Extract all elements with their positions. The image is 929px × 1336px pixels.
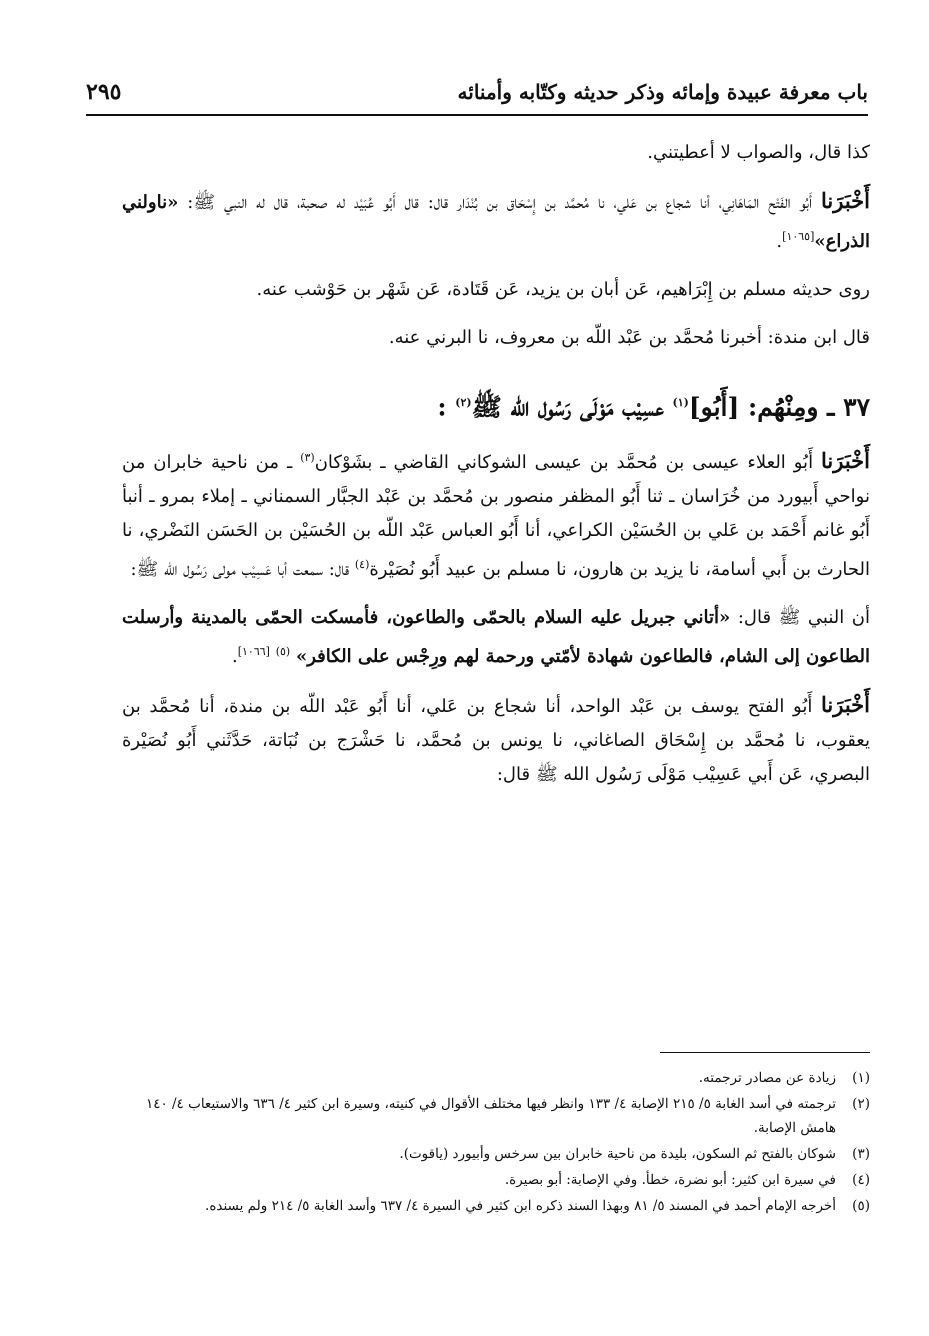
footnote-number: (٣) <box>852 1146 870 1162</box>
footnotes <box>122 1066 870 1220</box>
paragraph-7 <box>122 688 870 792</box>
paragraph-6-text: أن النبي ﷺ قال: <box>730 607 870 629</box>
footnote-number: (١) <box>852 1070 870 1086</box>
paragraph-5-text-b: ـ من ناحية خابران من نواحي أَبيورد من خُرَاسان ـ ثنا أَبُو المظفر منصور بن مُحمَّد بن عَبْد الجبَّار السمناني ـ إملاء بمرو ـ أنبأ أَبُو غانم أَحْمَد بن عَلي بن الحُسَيْن الكراعي، أنا أَبُو العباس عَبْد اللّه بن الحُسَيْن بن الحَسَن النَضْري، نا الحارث بن أَبي أسامة، نا يزيد بن هارون، نا مسلم بن عبيد أَبُو نُصَيْرة <box>122 452 870 581</box>
paragraph-4-text: قال ابن مندة: أخبرنا مُحمَّد بن عَبْد اللّه بن معروف، نا البرني عنه. <box>388 327 870 348</box>
paragraph-1 <box>122 136 870 170</box>
heading-colon: : <box>437 392 447 422</box>
hadith-ref-number: [١٠٦٦] <box>237 645 270 659</box>
paragraph-3 <box>122 273 870 307</box>
footnote-text: في سيرة ابن كثير: أبو نضرة، خطأ. وفي الإصابة: أبو بصيرة. <box>504 1172 836 1188</box>
footnote-text: زيادة عن مصادر ترجمته. <box>698 1070 836 1086</box>
footnote-text: شوكان بالفتح ثم السكون، بليدة من ناحية خابران بين سرخس وأبيورد (ياقوت). <box>399 1146 836 1162</box>
footnote <box>122 1092 870 1140</box>
paragraph-3-text: روى حديثه مسلم بن إِبْرَاهيم، عَن أبان بن يزيد، عَن قَتَادة، عَن شَهْر بن حَوْشب عنه. <box>256 279 870 300</box>
narration-keyword: أَخْبَرَنا <box>821 692 870 718</box>
footnote <box>122 1194 870 1218</box>
hadith-text: «أتاني جبريل عليه السلام بالحمّى والطاعون، فأمسكت الحمّى بالمدينة وأرسلت الطاعون إلى الشام، فالطاعون شهادة لأمّتي ورحمة لهم ورِجْس على الكافر» <box>122 607 870 668</box>
paragraph-6: أن النبي ﷺ قال: «أتاني جبريل عليه السلام بالحمّى والطاعون، فأمسكت الحمّى بالمدينة وأرسلت الطاعون إلى الشام، فالطاعون شهادة لأمّتي ورحمة لهم ورِجْس على الكافر» $^{(٥)}$ [١٠٦٦]. <box>122 607 870 668</box>
paragraph-2-text: أَبُو الفَتْح المَاهَانِي، أنا شجاع بن عَلي، نا مُحمَّد بن إِسْحَاق بن بُنْدَار قال: قال أَبُو عُبَيْد له صحبة، قال له النبي ﷺ: <box>178 192 822 213</box>
footnote <box>122 1142 870 1166</box>
footnote-rule <box>660 1052 870 1053</box>
paragraph-4 <box>122 321 870 355</box>
footnote-marker-1: (١) <box>672 396 689 409</box>
heading-number-label: ٣٧ ـ ومِنْهُم: [أَبُو] <box>688 392 870 422</box>
narration-keyword: أَخْبَرَنا <box>821 188 870 213</box>
page-number: ٢٩٥ <box>86 79 122 105</box>
footnote-marker-4: (٤) <box>354 558 370 572</box>
footnote-number: (٤) <box>852 1172 870 1188</box>
footnote <box>122 1066 870 1090</box>
header-rule <box>86 114 868 116</box>
chapter-title: باب معرفة عبيدة وإمائه وذكر حديثه وكتّابه وأمنائه <box>457 80 868 104</box>
paragraph-1-text: كذا قال، والصواب لا أعطيتني. <box>647 142 870 163</box>
paragraph-7-text: أَبُو الفتح يوسف بن عَبْد الواحد، أنا شجاع بن عَلي، أنا أَبُو عَبْد اللّه بن مندة، أنا مُحمَّد بن يعقوب، نا مُحمَّد بن إِسْحَاق الصاغاني، نا يونس بن مُحمَّد، نا حَشْرَج بن نُبَاتة، حَدَّثَني أَبُو نُصَيْرة البصري، عَن أَبي عَسِيْب مَوْلَى رَسُول الله ﷺ قال: <box>122 696 870 786</box>
narration-keyword: أَخْبَرَنا <box>821 448 870 474</box>
footnote-marker-5: (٥) <box>275 645 291 659</box>
paragraph-2: أَخْبَرَنا أَبُو الفَتْح المَاهَانِي، أنا شجاع بن عَلي، نا مُحمَّد بن إِسْحَاق بن بُنْدَار قال: قال أَبُو عُبَيْد له صحبة، قال له النبي ﷺ: «ناولني الذراع»[١٠٦٥]. <box>122 188 870 252</box>
footnote-marker-2: (٢) <box>455 396 472 409</box>
paragraph-5 <box>122 441 870 587</box>
hadith-text: «ناولني الذراع» <box>122 192 870 252</box>
footnote-number: (٥) <box>852 1198 870 1214</box>
running-header <box>86 74 868 110</box>
footnote-marker-3: (٣) <box>300 451 315 465</box>
footnote-text: أخرجه الإمام أحمد في المسند ٥/ ٨١ وبهذا السند ذكره ابن كثير في السيرة ٤/ ٦٣٧ وأسد الغابة ٥/ ٢١٤ ولم يسنده. <box>205 1198 836 1214</box>
paragraph-5-text-a: أَبُو العلاء عيسى بن مُحمَّد بن عيسى الشوكاني القاضي ـ بشَوْكان <box>314 452 822 474</box>
heading-name: عسِيْب مَوْلَى رَسُول الله ﷺ <box>471 392 673 422</box>
paragraph-5-text-c: قال: سمعت أبا عَسِيْب مولى رَسُول الله ﷺ: <box>130 559 355 581</box>
footnote <box>122 1168 870 1192</box>
footnote-number: (٢) <box>852 1096 870 1112</box>
hadith-ref-number: [١٠٦٥] <box>782 230 815 243</box>
main-text <box>122 136 870 806</box>
section-heading <box>122 381 870 429</box>
footnote-text: ترجمته في أسد الغابة ٥/ ٢١٥ الإصابة ٤/ ١٣٣ وانظر فيها مختلف الأقوال في كنيته، وسيرة ابن كثير ٤/ ٦٣٦ والاستيعاب ٤/ ١٤٠ هامش الإصابة. <box>145 1096 836 1136</box>
